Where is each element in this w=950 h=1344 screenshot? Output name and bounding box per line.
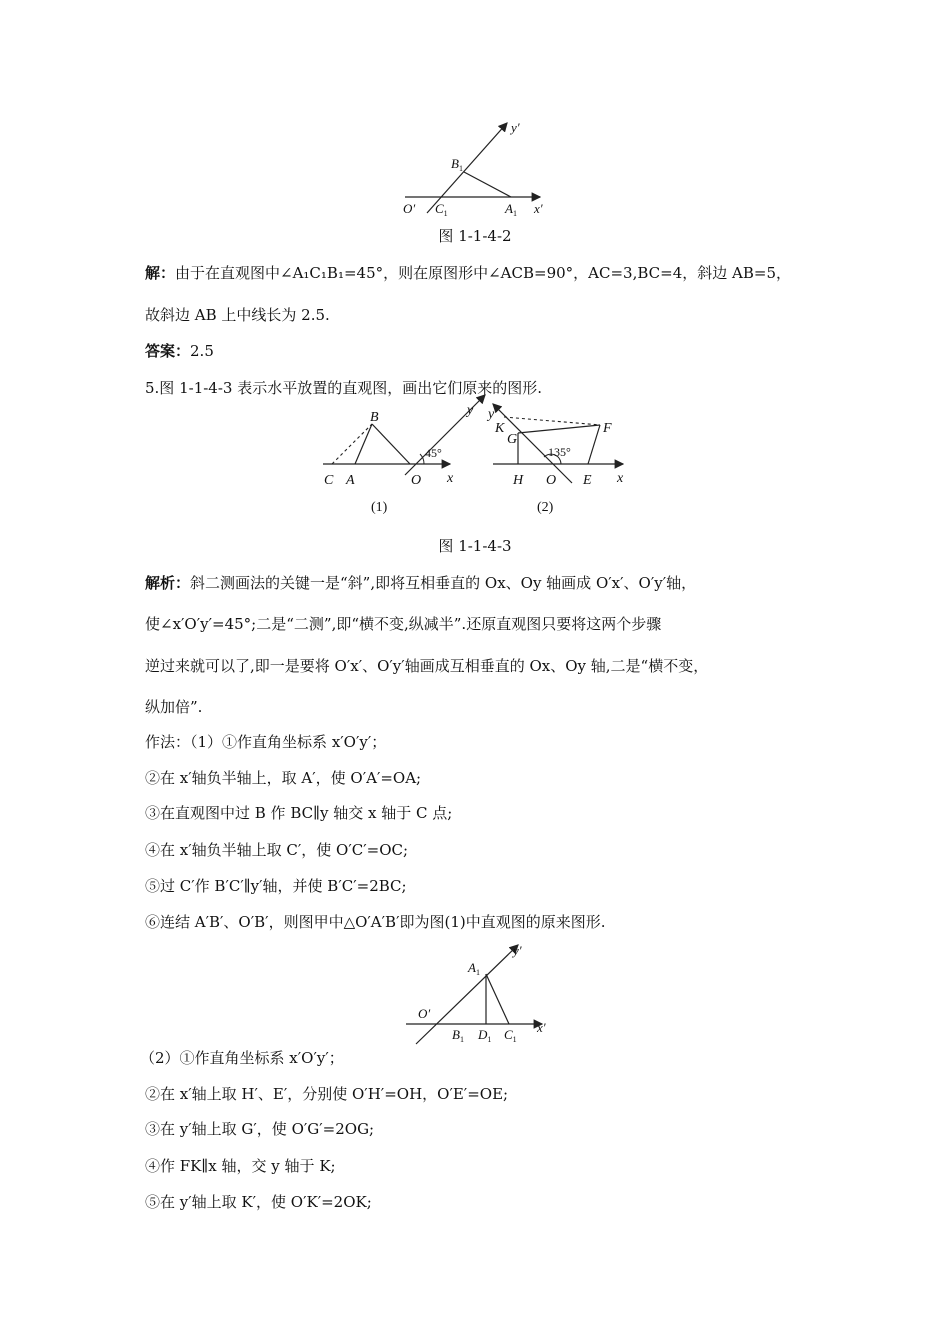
segment-b1-a1 [464,172,511,197]
label-b1: $B_1$ [451,156,463,173]
segment-c-b-dashed [332,424,372,464]
figure-caption-2: 图 1-1-4-3 [438,537,512,555]
label-angle-135: 135° [548,445,571,459]
method-step-2: ②在 x′轴负半轴上，取 A′，使 O′A′=OA; [145,769,422,787]
label-x2: x [617,471,624,486]
label-c: C [324,473,334,488]
label-angle-45: 45° [425,446,442,460]
figure-caption-1: 图 1-1-4-2 [438,227,512,245]
label-e: E [583,473,592,488]
segment-f-e [588,425,600,464]
method2-step-3: ③在 y′轴上取 G′，使 O′G′=2OG; [145,1120,375,1138]
answer-line: 答案：2.5 [145,342,214,360]
label-d1: $D_1$ [478,1027,492,1044]
solution-label: 解： [145,264,176,282]
label-y1: y [467,403,474,418]
figure-1-1-4-2 [395,118,565,223]
label-num-1: (1) [371,500,388,515]
label-x3: x′ [537,1020,546,1035]
segment-a1-c1 [486,974,509,1024]
label-y2: y [488,407,495,422]
analysis-line-3: 逆过来就可以了,即一是要将 O′x′、O′y′轴画成互相垂直的 Ox、Oy 轴,二是“横不变， [145,657,709,675]
label-o1: O [411,473,422,488]
label-o: O′ [403,201,416,216]
label-b: B [370,410,379,425]
solution-line-2: 故斜边 AB 上中线长为 2.5. [145,306,330,324]
segment-g-f [518,425,600,433]
answer-label: 答案： [145,342,191,360]
label-a1-top: $A_1$ [468,960,480,977]
label-h: H [513,473,524,488]
label-o3: O′ [418,1006,431,1021]
analysis-label: 解析： [145,574,191,592]
label-g: G [507,432,518,447]
analysis-line-1: 解析：斜二测画法的关键一是“斜”,即将互相垂直的 Ox、Oy 轴画成 O′x′、O′y′轴， [145,574,697,592]
label-num-2: (2) [537,500,554,515]
figure-1-1-4-3 [315,405,635,520]
solution-line-1: 解：由于在直观图中∠A₁C₁B₁=45°，则在原图形中∠ACB=90°，AC=3,BC=4，斜边 AB=5， [145,264,791,282]
method-step-5: ⑤过 C′作 B′C′∥y′轴，并使 B′C′=2BC; [145,877,407,895]
segment-a-b [355,424,372,464]
method-step-3: ③在直观图中过 B 作 BC∥y 轴交 x 轴于 C 点; [145,804,453,822]
label-c1: $C_1$ [435,201,448,218]
label-k: K [495,421,505,436]
method-step-6: ⑥连结 A′B′、O′B′，则图甲中△O′A′B′即为图(1)中直观图的原来图形. [145,913,606,931]
problem-5: 5.图 1-1-4-3 表示水平放置的直观图，画出它们原来的图形. [145,379,542,397]
analysis-line-4: 纵加倍”. [145,698,203,716]
label-o2: O [546,473,557,488]
label-c1-bottom: $C_1$ [504,1027,517,1044]
label-b1-bottom: $B_1$ [452,1027,464,1044]
figure-restored [400,940,560,1048]
method-step-4: ④在 x′轴负半轴上取 C′，使 O′C′=OC; [145,841,409,859]
label-y: y′ [511,120,520,135]
analysis-line-2: 使∠x′O′y′=45°;二是“二测”,即“横不变,纵减半”.还原直观图只要将这两个步骤 [145,615,662,633]
method2-intro: （2）①作直角坐标系 x′O′y′； [140,1049,344,1067]
label-a1: $A_1$ [505,201,517,218]
segment-b-o [372,424,410,464]
label-x: x′ [534,201,543,216]
y-axis-2 [493,404,572,483]
label-y3: y′ [513,943,522,958]
y-axis [427,123,507,213]
label-f: F [603,421,612,436]
label-a: A [346,473,355,488]
method-intro: 作法：（1）①作直角坐标系 x′O′y′； [145,733,387,751]
method2-step-5: ⑤在 y′轴上取 K′，使 O′K′=2OK; [145,1193,372,1211]
label-x1: x [447,471,454,486]
segment-k-f-dashed [504,417,600,425]
method2-step-2: ②在 x′轴上取 H′、E′，分别使 O′H′=OH，O′E′=OE; [145,1085,509,1103]
method2-step-4: ④作 FK∥x 轴，交 y 轴于 K; [145,1157,336,1175]
y-axis-3 [416,945,518,1044]
